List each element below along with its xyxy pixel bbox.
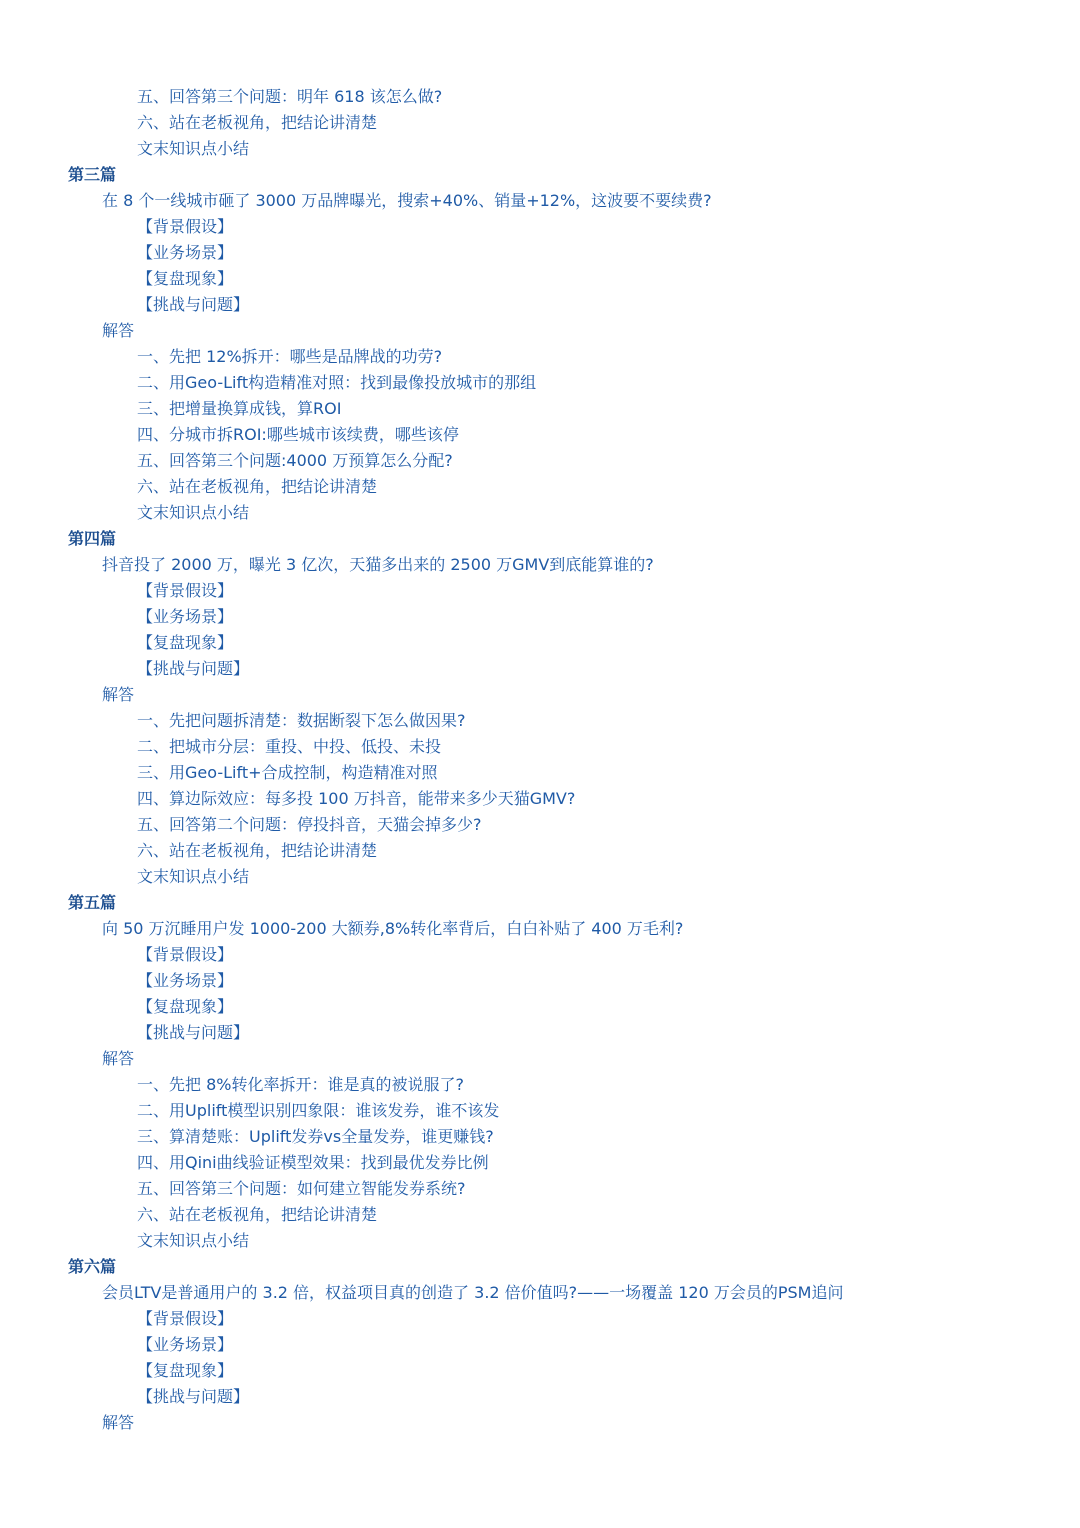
toc-subitem[interactable]: 六、站在老板视角，把结论讲清楚 — [137, 477, 378, 496]
toc-subitem[interactable]: 五、回答第三个问题：如何建立智能发券系统? — [137, 1179, 466, 1198]
toc-section-heading: 第五篇 — [68, 893, 117, 912]
toc-subitem[interactable]: 文末知识点小结 — [137, 1231, 250, 1250]
toc-subitem[interactable]: 【业务场景】 — [137, 607, 234, 626]
toc-subitem[interactable]: 文末知识点小结 — [137, 139, 250, 158]
toc-subitem[interactable]: 【业务场景】 — [137, 1335, 234, 1354]
toc-subitem[interactable]: 四、分城市拆ROI:哪些城市该续费，哪些该停 — [137, 425, 459, 444]
toc-subitem[interactable]: 【业务场景】 — [137, 243, 234, 262]
toc-subitem[interactable]: 四、算边际效应：每多投 100 万抖音，能带来多少天猫GMV? — [137, 789, 576, 808]
toc-section-heading: 第六篇 — [68, 1257, 117, 1276]
toc-chapter-item[interactable]: 在 8 个一线城市砸了 3000 万品牌曝光，搜索+40%、销量+12%，这波要不要续费? — [102, 191, 712, 210]
toc-chapter-item[interactable]: 解答 — [102, 685, 135, 704]
toc-subitem[interactable]: 【复盘现象】 — [137, 633, 234, 652]
toc-subitem[interactable]: 一、先把 12%拆开：哪些是品牌战的功劳? — [137, 347, 443, 366]
toc-subitem[interactable]: 五、回答第三个问题:4000 万预算怎么分配? — [137, 451, 453, 470]
toc-subitem[interactable]: 文末知识点小结 — [137, 867, 250, 886]
toc-subitem[interactable]: 【挑战与问题】 — [137, 1387, 250, 1406]
toc-subitem[interactable]: 五、回答第三个问题：明年 618 该怎么做? — [137, 87, 443, 106]
toc-subitem[interactable]: 三、算清楚账：Uplift发券vs全量发券，谁更赚钱? — [137, 1127, 494, 1146]
toc-subitem[interactable]: 六、站在老板视角，把结论讲清楚 — [137, 841, 378, 860]
toc-section-heading: 第四篇 — [68, 529, 117, 548]
toc-subitem[interactable]: 【背景假设】 — [137, 217, 234, 236]
toc-subitem[interactable]: 一、先把 8%转化率拆开：谁是真的被说服了? — [137, 1075, 464, 1094]
toc-subitem[interactable]: 【背景假设】 — [137, 581, 234, 600]
toc-subitem[interactable]: 【复盘现象】 — [137, 269, 234, 288]
toc-subitem[interactable]: 【背景假设】 — [137, 1309, 234, 1328]
toc-subitem[interactable]: 二、用Geo-Lift构造精准对照：找到最像投放城市的那组 — [137, 373, 537, 392]
toc-subitem[interactable]: 【业务场景】 — [137, 971, 234, 990]
toc-chapter-item[interactable]: 抖音投了 2000 万，曝光 3 亿次，天猫多出来的 2500 万GMV到底能算谁的? — [102, 555, 654, 574]
toc-subitem[interactable]: 文末知识点小结 — [137, 503, 250, 522]
toc-subitem[interactable]: 【复盘现象】 — [137, 997, 234, 1016]
toc-subitem[interactable]: 五、回答第二个问题：停投抖音，天猫会掉多少? — [137, 815, 482, 834]
toc-chapter-item[interactable]: 向 50 万沉睡用户发 1000-200 大额券,8%转化率背后，白白补贴了 400 万毛利? — [102, 919, 684, 938]
toc-subitem[interactable]: 二、把城市分层：重投、中投、低投、未投 — [137, 737, 442, 756]
toc-chapter-item[interactable]: 解答 — [102, 1413, 135, 1432]
toc-subitem[interactable]: 【挑战与问题】 — [137, 659, 250, 678]
toc-subitem[interactable]: 二、用Uplift模型识别四象限：谁该发券，谁不该发 — [137, 1101, 500, 1120]
toc-subitem[interactable]: 六、站在老板视角，把结论讲清楚 — [137, 1205, 378, 1224]
toc-chapter-item[interactable]: 会员LTV是普通用户的 3.2 倍，权益项目真的创造了 3.2 倍价值吗?——一场覆盖 120 万会员的PSM追问 — [102, 1283, 844, 1302]
toc-chapter-item[interactable]: 解答 — [102, 1049, 135, 1068]
toc-subitem[interactable]: 一、先把问题拆清楚：数据断裂下怎么做因果? — [137, 711, 466, 730]
toc-subitem[interactable]: 三、用Geo-Lift+合成控制，构造精准对照 — [137, 763, 438, 782]
toc-subitem[interactable]: 六、站在老板视角，把结论讲清楚 — [137, 113, 378, 132]
toc-subitem[interactable]: 【背景假设】 — [137, 945, 234, 964]
toc-section-heading: 第三篇 — [68, 165, 117, 184]
toc-subitem[interactable]: 【挑战与问题】 — [137, 295, 250, 314]
toc-chapter-item[interactable]: 解答 — [102, 321, 135, 340]
toc-subitem[interactable]: 【复盘现象】 — [137, 1361, 234, 1380]
toc-subitem[interactable]: 三、把增量换算成钱，算ROI — [137, 399, 342, 418]
toc-subitem[interactable]: 四、用Qini曲线验证模型效果：找到最优发券比例 — [137, 1153, 489, 1172]
toc-subitem[interactable]: 【挑战与问题】 — [137, 1023, 250, 1042]
